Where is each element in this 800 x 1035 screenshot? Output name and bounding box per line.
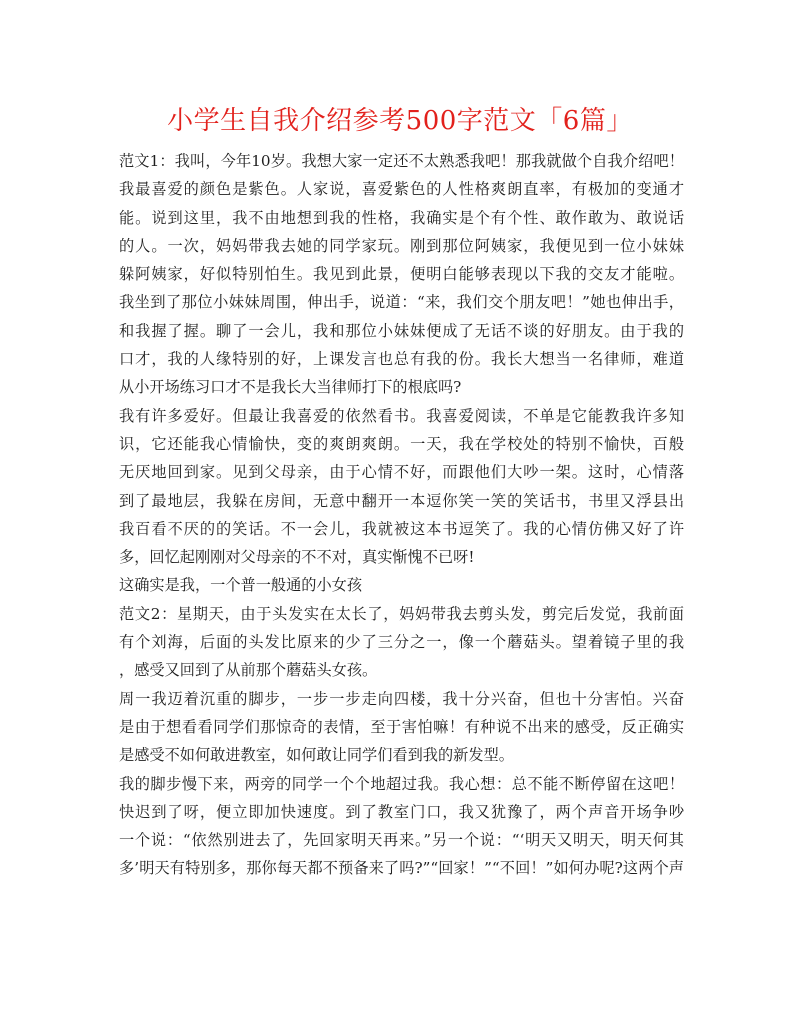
text-line: 我百看不厌的的笑话。不一会儿，我就被这本书逗笑了。我的心情仿佛又好了许: [119, 519, 684, 538]
text-line: 我最喜爱的颜色是紫色。人家说，喜爱紫色的人性格爽朗直率，有极加的变通才: [119, 180, 684, 199]
text-line: 快迟到了呀，便立即加快速度。到了教室门口，我又犹豫了，两个声音开场争吵: [119, 802, 684, 821]
text-line: ，感受又回到了从前那个蘑菇头女孩。: [119, 661, 378, 680]
text-line: 我坐到了那位小妹妹周围，伸出手，说道：“来，我们交个朋友吧！”她也伸出手，: [119, 293, 684, 312]
text-line: 到了最地层，我躲在房间，无意中翻开一本逗你笑一笑的笑话书，书里又浮县出: [119, 491, 684, 510]
text-line: 口才，我的人缘特别的好，上课发言也总有我的份。我长大想当一名律师，难道: [119, 350, 684, 369]
document-title: 小学生自我介绍参考500字范文「6篇」: [167, 106, 633, 136]
text-line: 从小开场练习口才不是我长大当律师打下的根底吗?: [119, 378, 462, 397]
text-line: 有个刘海，后面的头发比原来的少了三分之一，像一个蘑菇头。望着镜子里的我: [119, 633, 684, 652]
text-line: 范文2：星期天，由于头发实在太长了，妈妈带我去剪头发，剪完后发觉，我前面: [119, 604, 684, 623]
text-line: 是感受不如何敢进教室，如何敢让同学们看到我的新发型。: [119, 746, 514, 765]
text-line: 无厌地回到家。见到父母亲，由于心情不好，而跟他们大吵一架。这时，心情落: [119, 463, 684, 482]
text-line: 我的脚步慢下来，两旁的同学一个个地超过我。我心想：总不能不断停留在这吧！: [119, 774, 684, 793]
text-line: 范文1：我叫，今年10岁。我想大家一定还不太熟悉我吧！那我就做个自我介绍吧！: [119, 152, 684, 170]
text-line: 躲阿姨家，好似特别怕生。我见到此景，便明白能够表现以下我的交友才能啦。: [119, 265, 684, 284]
document-body: [119, 147, 684, 883]
text-line: 能。说到这里，我不由地想到我的性格，我确实是个有个性、敢作敢为、敢说话: [119, 208, 684, 227]
text-line: 和我握了握。聊了一会儿，我和那位小妹妹便成了无话不谈的好朋友。由于我的: [119, 321, 684, 340]
text-line: 我有许多爱好。但最让我喜爱的依然看书。我喜爱阅读，不单是它能教我许多知: [119, 406, 684, 425]
text-line: 的人。一次，妈妈带我去她的同学家玩。刚到那位阿姨家，我便见到一位小妹妹: [119, 236, 684, 255]
text-line: 多，回忆起刚刚对父母亲的不不对，真实惭愧不已呀!: [119, 548, 475, 567]
text-line: 多’明天有特别多，那你每天都不预备来了吗?”“回家！”“不回！”如何办呢?这两个声: [119, 859, 684, 878]
text-line: 是由于想看看同学们那惊奇的表情，至于害怕嘛！有种说不出来的感受，反正确实: [119, 717, 684, 736]
text-line: 识，它还能我心情愉快，变的爽朗爽朗。一天，我在学校处的特别不愉快，百般: [119, 434, 684, 453]
text-line: 一个说：“依然别进去了，先回家明天再来。”另一个说：“‘明天又明天，明天何其: [119, 831, 684, 850]
text-line: 这确实是我，一个普一般通的小女孩: [119, 576, 362, 595]
text-line: 周一我迈着沉重的脚步，一步一步走向四楼，我十分兴奋，但也十分害怕。兴奋: [119, 689, 684, 708]
